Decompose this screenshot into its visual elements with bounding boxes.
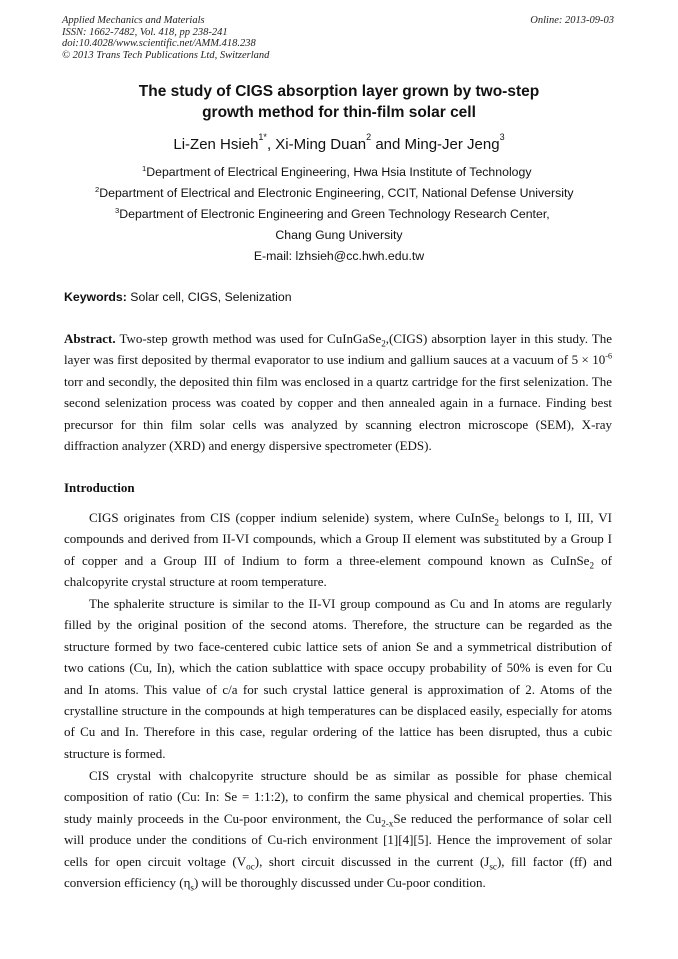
affiliation-text: Department of Electrical and Electronic Engineering, CCIT, National Defense University: [99, 186, 574, 200]
author-list: [0, 132, 678, 153]
title-line-1: The study of CIGS absorption layer grown by two-step: [138, 83, 540, 100]
author-separator: ,: [266, 136, 276, 153]
copyright-line: © 2013 Trans Tech Publications Ltd, Switzerland: [62, 49, 270, 61]
intro-paragraph-2: The sphalerite structure is similar to the II-VI group compound as Cu and In atoms are regularly filled by the original position of the second atoms. Therefore, the structure can be regarded as the structure formed by two face-centered cubic lattice sets of anion Se and a symmetrical distribution of two cations (Cu, In), which the cation sublattice with space occupy probability of 50% is even for Cu and In atoms. This value of c/a for such crystal lattice general is approximation of 2. Atoms of the crystalline structure in the compounds at high temperatures can be displaced easily, especially for atoms of Cu and In. Therefore in this case, regular ordering of the lattice has been disrupted, thus a cubic structure is formed.: [64, 596, 612, 761]
affiliation-2: [95, 186, 574, 200]
online-date: Online: 2013-09-03: [530, 15, 614, 26]
affiliation-3-cont: Chang Gung University: [275, 228, 403, 242]
intro-paragraph-1: CIGS originates from CIS (copper indium selenide) system, where CuInSe$_2$ belongs to I, III, VI compounds and derived from II-VI compounds, which a Group II element was substituted by a Group I of copper and a Group III of Indium to form a three-element compound known as CuInSe$_2$ of chalcopyrite crystal structure at room temperature.: [64, 510, 612, 590]
affiliation-1: [142, 165, 532, 179]
section-heading-introduction: Introduction: [64, 480, 135, 495]
keywords: [64, 290, 292, 304]
author-separator: and: [371, 136, 405, 153]
author-mark: 3: [499, 132, 505, 142]
affiliation-text: Department of Electrical Engineering, Hwa Hsia Institute of Technology: [146, 165, 532, 179]
author-mark: 1*: [258, 132, 267, 142]
keywords-text: Solar cell, CIGS, Selenization: [126, 290, 292, 304]
issn-line: ISSN: 1662-7482, Vol. 418, pp 238-241: [62, 26, 228, 38]
affiliation-text: Department of Electronic Engineering and Green Technology Research Center,: [119, 207, 550, 221]
intro-paragraph-3: CIS crystal with chalcopyrite structure should be as similar as possible for phase chemical composition of ratio (Cu: In: Se = 1:1:2), to confirm the same physical and chemical properties. This study mainly proceeds in the Cu-poor environment, the $Cu_{2-x}Se$ reduced the performance of solar cell will produce under the conditions of Cu-rich environment [1][4][5]. Hence the improvement of solar cells for open circuit voltage $(V_{oc})$, short circuit discussed in the current $(J_{sc})$, fill factor (ff) and conversion efficiency $(\eta_s)$ will be thoroughly discussed under Cu-poor condition.: [64, 768, 613, 893]
title-line-2: growth method for thin-film solar cell: [202, 104, 476, 121]
author-mark: 2: [366, 132, 372, 142]
affiliation-mark: 2: [95, 184, 100, 194]
author-name: Xi-Ming Duan: [275, 136, 367, 153]
affiliation-3: [115, 207, 550, 221]
email-address: E-mail: lzhsieh@cc.hwh.edu.tw: [253, 249, 425, 263]
author-name: Ming-Jer Jeng: [404, 136, 500, 153]
author-name: Li-Zen Hsieh: [173, 136, 259, 153]
affiliation-mark: 1: [142, 163, 147, 173]
abstract-label: Abstract.: [64, 331, 116, 346]
journal-name: Applied Mechanics and Materials: [62, 15, 205, 26]
keywords-label: Keywords:: [64, 290, 127, 304]
abstract-text: Two-step growth method was used for CuInGaSe$_2$,(CIGS) absorption layer in this study. The layer was first deposited by thermal evaporator to use indium and gallium sauces at a vacuum of $5 \times 10^{-6}$ torr and secondly, the deposited thin film was enclosed in a quartz cartridge for the first selenization. The second selenization process was coated by copper and then annealed again in a furnace. Finding best precursor for thin film solar cells was analyzed by scanning electron microscope (SEM), X-ray diffraction analyzer (XRD) and energy dispersive spectrometer (EDS).: [64, 331, 612, 454]
doi-line: doi:10.4028/www.scientific.net/AMM.418.238: [62, 38, 256, 49]
paper-title: [0, 81, 678, 123]
journal-header: [62, 15, 269, 61]
affiliation-mark: 3: [115, 205, 120, 215]
abstract: [64, 328, 612, 456]
